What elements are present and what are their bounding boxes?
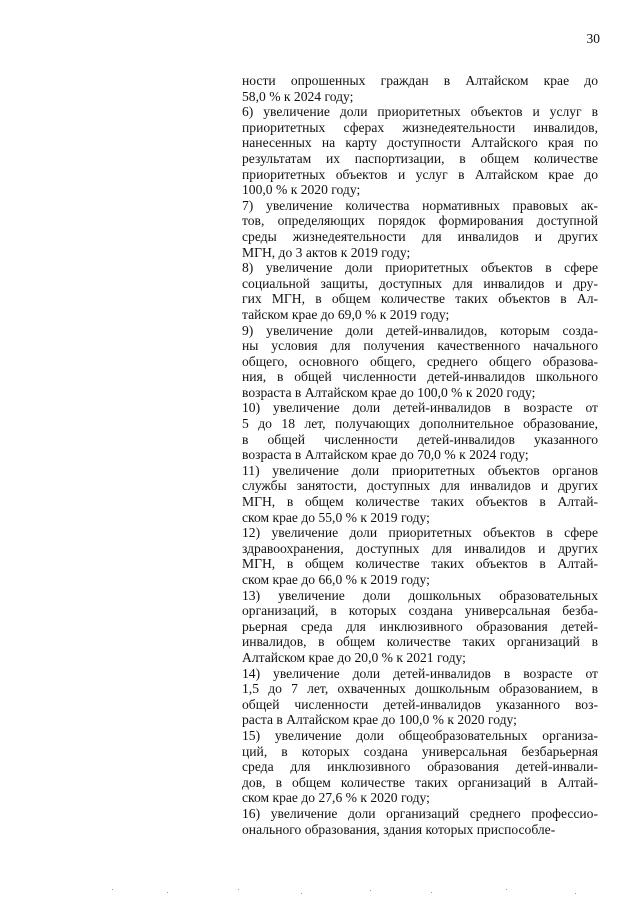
text-line: тайском крае до 69,0 % к 2019 году; (242, 306, 450, 322)
text-line: нанесенных на карту доступности Алтайского края по (242, 135, 598, 151)
text-line: ны условия для получения качественного начального (242, 338, 598, 354)
text-line: приоритетных объектов и услуг в Алтайском крае до (242, 166, 598, 182)
text-line: возраста в Алтайском крае до 100,0 % к 2020 году; (242, 384, 536, 400)
paragraph (242, 728, 598, 806)
text-line: МГН, до 3 актов к 2019 году; (242, 244, 411, 260)
text-line: общего, основного общего, среднего общего образова- (242, 353, 598, 369)
scan-speck (506, 889, 507, 890)
text-line: приоритетных сферах жизнедеятельности инвалидов, (242, 119, 598, 135)
text-line: результатам их паспортизации, в общем количестве (242, 150, 598, 166)
text-line: возраста в Алтайском крае до 70,0 % к 2024 году; (242, 447, 529, 463)
paragraph (242, 525, 598, 587)
text-line: 8) увеличение доли приоритетных объектов в сфере (242, 260, 598, 276)
text-line: МГН, в общем количестве таких объектов в Алтай- (242, 556, 598, 572)
text-line: ском крае до 27,6 % к 2020 году; (242, 790, 430, 806)
text-line: ском крае до 55,0 % к 2019 году; (242, 509, 430, 525)
text-line: 6) увеличение доли приоритетных объектов и услуг в (242, 104, 598, 120)
text-line: ций, в которых создана универсальная безбарьерная (242, 743, 598, 759)
text-line: 1,5 до 7 лет, охваченных дошкольным образованием, в (242, 681, 598, 697)
text-line: 7) увеличение количества нормативных правовых ак- (242, 197, 598, 213)
text-line: онального образования, здания которых приспособле- (242, 821, 556, 837)
text-line: 10) увеличение доли детей-инвалидов в возрасте от (242, 400, 598, 416)
text-line: 16) увеличение доли организаций среднего профессио- (242, 805, 598, 821)
text-line: организаций, в которых создана универсальная безба- (242, 603, 598, 619)
paragraph (242, 323, 598, 401)
paragraph (242, 400, 598, 462)
text-line: ности опрошенных граждан в Алтайском крае до (242, 73, 598, 88)
paragraph (242, 806, 598, 837)
text-line: 14) увеличение доли детей-инвалидов в возрасте от (242, 665, 598, 681)
text-line: 11) увеличение доли приоритетных объектов органов (242, 462, 598, 478)
paragraph (242, 104, 598, 198)
paragraph (242, 73, 598, 104)
text-line: 58,0 % к 2024 году; (242, 88, 354, 104)
paragraph (242, 260, 598, 322)
text-line: Алтайском крае до 20,0 % к 2021 году; (242, 649, 466, 665)
text-line: в общей численности детей-инвалидов указанного (242, 431, 598, 447)
text-line: ния, в общей численности детей-инвалидов школьного (242, 369, 598, 385)
text-line: рьерная среда для инклюзивного образования детей- (242, 618, 598, 634)
text-line: 5 до 18 лет, получающих дополнительное образование, (242, 416, 598, 432)
text-line: инвалидов, в общем количестве таких организаций в (242, 634, 598, 650)
text-line: социальной защиты, доступных для инвалидов и дру- (242, 275, 598, 291)
text-line: среды жизнедеятельности для инвалидов и других (242, 228, 598, 244)
paragraph (242, 588, 598, 666)
text-line: среда для инклюзивного образования детей-инвали- (242, 759, 598, 775)
text-line: 100,0 % к 2020 году; (242, 182, 361, 198)
scan-speck (575, 893, 576, 894)
paragraph (242, 463, 598, 525)
text-line: дов, в общем количестве таких организаций в Алтай- (242, 774, 598, 790)
text-line: МГН, в общем количестве таких объектов в Алтай- (242, 494, 598, 510)
scan-speck (112, 889, 113, 890)
paragraph (242, 198, 598, 260)
text-line: тов, определяющих порядок формирования доступной (242, 213, 598, 229)
text-line: 12) увеличение доли приоритетных объектов в сфере (242, 525, 598, 541)
page-number: 30 (586, 31, 600, 46)
text-line: общей численности детей-инвалидов указанного воз- (242, 696, 598, 712)
scan-speck (431, 892, 432, 893)
text-column (242, 73, 598, 837)
text-line: 13) увеличение доли дошкольных образовательных (242, 587, 598, 603)
scan-speck (167, 892, 168, 893)
paragraph (242, 666, 598, 728)
text-line: 15) увеличение доли общеобразовательных организа- (242, 727, 598, 743)
scan-speck (301, 893, 302, 894)
text-line: раста в Алтайском крае до 100,0 % к 2020 году; (242, 712, 517, 728)
text-line: 9) увеличение доли детей-инвалидов, которым созда- (242, 322, 598, 338)
text-line: службы занятости, доступных для инвалидов и других (242, 478, 598, 494)
scan-speck (370, 890, 371, 891)
text-line: гих МГН, в общем количестве таких объектов в Ал- (242, 291, 598, 307)
text-line: ском крае до 66,0 % к 2019 году; (242, 572, 430, 587)
scan-speck (238, 889, 239, 890)
text-line: здравоохранения, доступных для инвалидов и других (242, 540, 598, 556)
